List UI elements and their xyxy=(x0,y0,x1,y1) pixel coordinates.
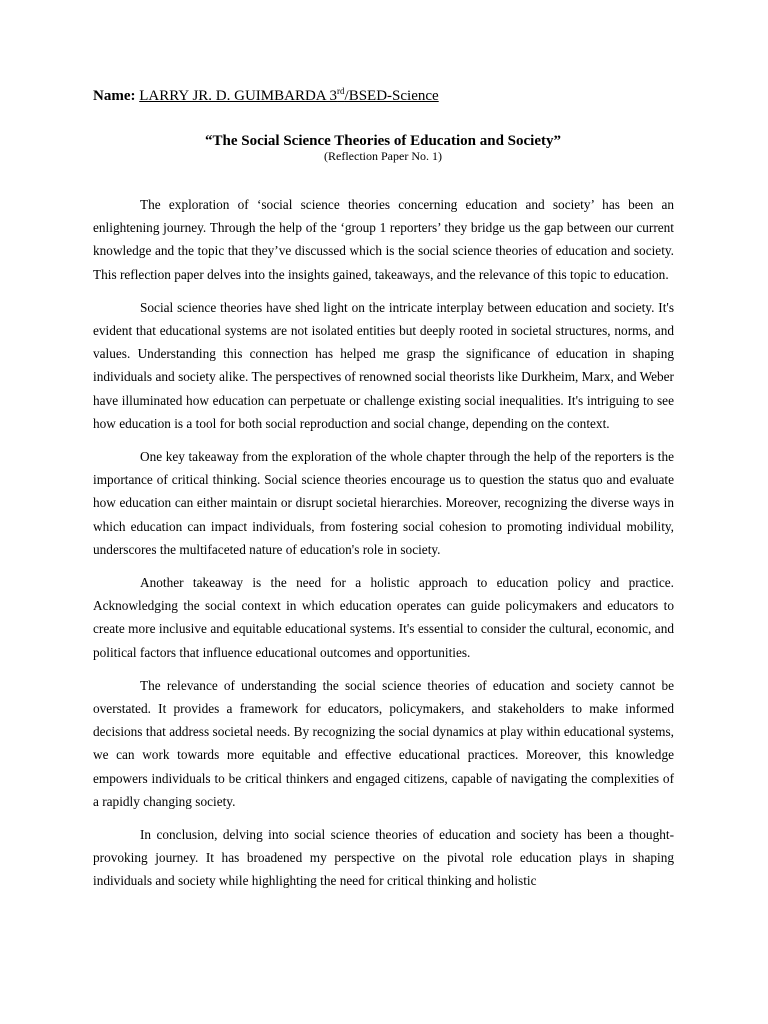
document-body xyxy=(93,193,674,903)
document-subtitle: (Reflection Paper No. 1) xyxy=(324,149,442,163)
document-title: “The Social Science Theories of Education and Society” xyxy=(205,133,561,149)
name-label: Name: xyxy=(93,88,136,104)
name-value-main: LARRY JR. D. GUIMBARDA 3 xyxy=(139,88,338,104)
paragraph: The exploration of ‘social science theories concerning education and society’ has been an enlightening journey. Through the help of the ‘group 1 reporters’ they bridge us the gap between our current knowledge and the topic that they’ve discussed which is the social science theories of education and society. This reflection paper delves into the insights gained, takeaways, and the relevance of this topic to education. xyxy=(93,197,674,282)
name-value xyxy=(139,88,438,104)
name-value-course: /BSED-Science xyxy=(344,88,439,104)
name-value-superscript: rd xyxy=(337,86,345,96)
paragraph: One key takeaway from the exploration of the whole chapter through the help of the reporters is the importance of critical thinking. Social science theories encourage us to question the status quo and evaluate how education can either maintain or disrupt societal hierarchies. Moreover, recognizing the diverse ways in which education can impact individuals, from fostering social cohesion to promoting individual mobility, underscores the multifaceted nature of education's role in society. xyxy=(93,449,674,557)
paragraph: In conclusion, delving into social science theories of education and society has been a thought-provoking journey. It has broadened my perspective on the pivotal role education plays in shaping individuals and society while highlighting the need for critical thinking and holistic xyxy=(93,827,674,889)
paragraph: Social science theories have shed light on the intricate interplay between education and society. It's evident that educational systems are not isolated entities but deeply rooted in societal structures, norms, and values. Understanding this connection has helped me grasp the significance of education in shaping individuals and society alike. The perspectives of renowned social theorists like Durkheim, Marx, and Weber have illuminated how education can perpetuate or challenge existing social inequalities. It's intriguing to see how education is a tool for both social reproduction and social change, depending on the context. xyxy=(93,299,674,431)
paragraph: Another takeaway is the need for a holistic approach to education policy and practice. Acknowledging the social context in which education operates can guide policymakers and educators to create more inclusive and equitable educational systems. It's essential to consider the cultural, economic, and political factors that influence educational outcomes and opportunities. xyxy=(93,575,674,660)
paragraph: The relevance of understanding the social science theories of education and society cannot be overstated. It provides a framework for educators, policymakers, and stakeholders to make informed decisions that address societal needs. By recognizing the social dynamics at play within educational systems, we can work towards more equitable and effective educational practices. Moreover, this knowledge empowers individuals to be critical thinkers and engaged citizens, capable of navigating the complexities of a rapidly changing society. xyxy=(93,677,674,809)
name-line xyxy=(93,86,439,106)
